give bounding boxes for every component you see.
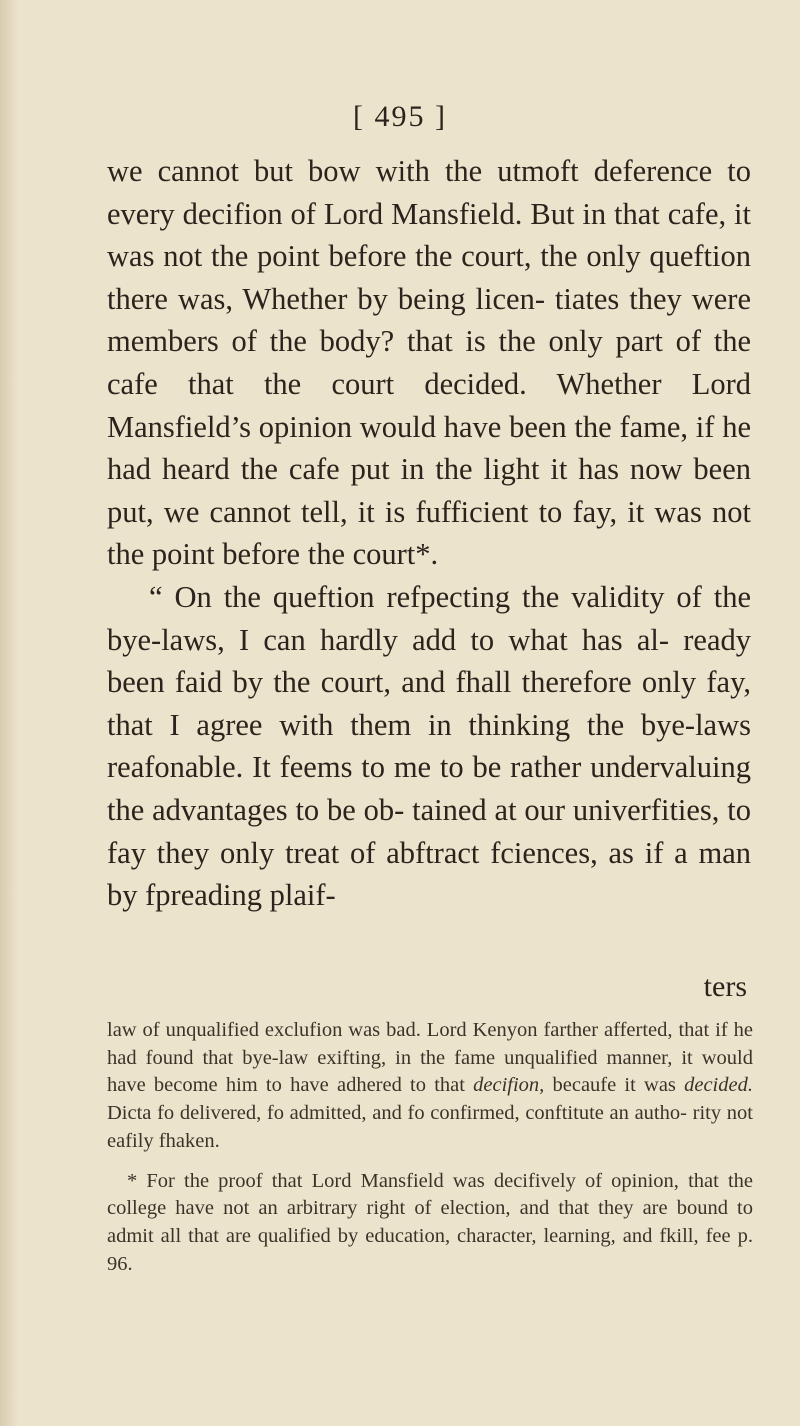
footnote-text-c: Dicta fo delivered, fo admitted, and fo confirmed, conftitute an autho- rity not eafily fhaken. xyxy=(107,1102,753,1152)
footnote-text-a: law of unqualified exclufion was bad. Lord Kenyon farther afferted, that if he had found that bye-law exifting, in the fame unqualified manner, it would have become him to have adhered to that xyxy=(107,1019,753,1097)
footnote-italic-decided: decided. xyxy=(684,1074,753,1097)
page-edge-shadow xyxy=(0,0,18,1426)
footnote-italic-decifion: decifion, xyxy=(473,1074,545,1097)
footnotes xyxy=(107,1017,753,1278)
main-text xyxy=(107,150,751,917)
footnote-star: * For the proof that Lord Mansfield was decifively of opinion, that the college have not an arbitrary right of election, and that they are bound to admit all that are qualified by education, character, learning, and fkill, fee p. 96. xyxy=(107,1169,753,1275)
footnote-text-b: becaufe it was xyxy=(544,1074,685,1097)
page-number: [ 495 ] xyxy=(353,100,447,133)
paragraph-1: we cannot but bow with the utmoft deference to every decifion of Lord Mansfield. But in that cafe, it was not the point before the court, the only queftion there was, Whether by being licen- tiates they were members of the body? that is the only part of the cafe that the court decided. Whether Lord Mansfield’s opinion would have been the fame, if he had heard the cafe put in the light it has now been put, we cannot tell, it is fufficient to fay, it was not the point before the court*. xyxy=(107,154,751,572)
paragraph-2: “ On the queftion refpecting the validity of the bye-laws, I can hardly add to what has al- ready been faid by the court, and fhall therefore only fay, that I agree with them in thinking the bye-laws reafonable. It feems to me to be rather undervaluing the advantages to be ob- tained at our univerfities, to fay they only treat of abftract fciences, as if a man by fpreading plaif- xyxy=(107,579,751,913)
catchword: ters xyxy=(703,970,747,1003)
footnote-continuation xyxy=(107,1017,753,1156)
